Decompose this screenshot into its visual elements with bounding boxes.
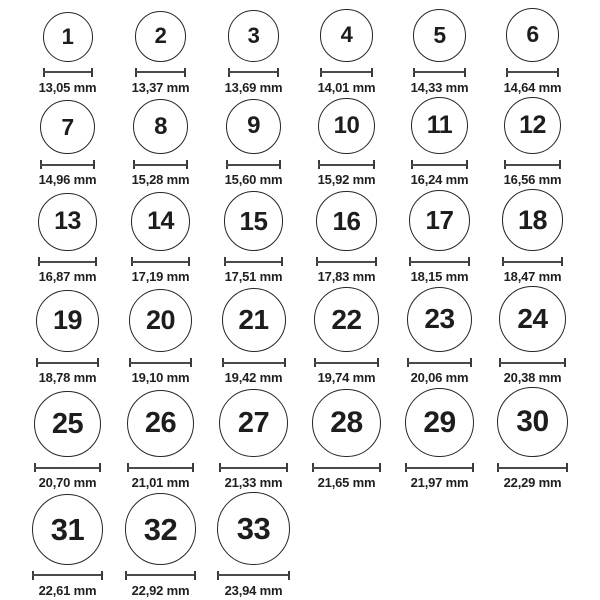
- ring-size-number: 11: [426, 111, 453, 140]
- ring-size-cell: [486, 286, 579, 385]
- diameter-label: 22,92 mm: [131, 582, 190, 598]
- measure-line: [40, 164, 94, 166]
- measure-tick-right-icon: [188, 257, 190, 266]
- ring-circle: [312, 389, 381, 458]
- diameter-measure-bracket: [43, 68, 93, 77]
- diameter-label: 13,05 mm: [38, 79, 97, 95]
- diameter-label: 15,60 mm: [224, 172, 283, 188]
- diameter-measure-bracket: [504, 160, 562, 169]
- diameter-label: 21,33 mm: [224, 475, 283, 491]
- diameter-label: 17,83 mm: [317, 269, 376, 285]
- diameter-label: 20,70 mm: [38, 475, 97, 491]
- measure-tick-right-icon: [377, 358, 379, 367]
- measure-tick-right-icon: [470, 358, 472, 367]
- ring-size-number: 15: [239, 206, 268, 237]
- diameter-measure-bracket: [131, 257, 190, 266]
- ring-circle: [411, 97, 468, 154]
- ring-size-number: 31: [50, 511, 85, 547]
- ring-size-number: 29: [423, 405, 456, 439]
- ring-size-number: 30: [516, 405, 549, 439]
- ring-circle: [224, 191, 284, 251]
- ring-size-number: 1: [61, 23, 74, 49]
- ring-size-number: 5: [433, 21, 446, 48]
- diameter-label: 18,15 mm: [410, 269, 469, 285]
- ring-size-cell: [21, 494, 114, 598]
- measure-line: [499, 362, 565, 364]
- measure-tick-right-icon: [184, 68, 186, 77]
- ring-size-cell: [114, 99, 207, 187]
- measure-tick-right-icon: [281, 257, 283, 266]
- measure-line: [127, 467, 195, 469]
- measure-line: [224, 261, 284, 263]
- measure-line: [131, 261, 190, 263]
- diameter-label: 18,47 mm: [503, 269, 562, 285]
- measure-line: [43, 71, 93, 73]
- diameter-measure-bracket: [36, 358, 99, 367]
- ring-size-cell: [393, 287, 486, 385]
- ring-size-number: 28: [330, 406, 363, 440]
- diameter-label: 16,87 mm: [38, 269, 97, 285]
- diameter-label: 23,94 mm: [224, 582, 283, 598]
- measure-line: [34, 467, 101, 469]
- ring-size-cell: [300, 9, 393, 94]
- ring-size-chart: [21, 8, 579, 598]
- measure-tick-right-icon: [97, 358, 99, 367]
- ring-circle: [499, 286, 565, 352]
- ring-size-cell: [21, 290, 114, 386]
- diameter-label: 15,92 mm: [317, 172, 376, 188]
- ring-size-number: 3: [247, 22, 260, 48]
- diameter-label: 17,51 mm: [224, 269, 283, 285]
- ring-circle: [125, 493, 197, 565]
- ring-circle: [320, 9, 372, 61]
- ring-size-number: 6: [526, 21, 539, 48]
- ring-circle: [226, 99, 282, 155]
- measure-tick-right-icon: [186, 160, 188, 169]
- diameter-measure-bracket: [133, 160, 188, 169]
- measure-tick-right-icon: [468, 257, 470, 266]
- ring-circle: [497, 387, 567, 457]
- measure-tick-right-icon: [464, 68, 466, 77]
- ring-circle: [407, 287, 472, 352]
- ring-circle: [409, 190, 470, 251]
- ring-size-number: 7: [61, 113, 74, 140]
- ring-size-number: 22: [331, 303, 362, 335]
- ring-size-cell: [486, 387, 579, 490]
- diameter-label: 21,01 mm: [131, 475, 190, 491]
- ring-size-number: 2: [154, 23, 167, 49]
- ring-size-number: 19: [52, 305, 83, 336]
- diameter-label: 19,10 mm: [131, 370, 190, 386]
- measure-tick-right-icon: [194, 571, 196, 580]
- ring-size-cell: [207, 492, 300, 597]
- measure-tick-right-icon: [286, 463, 288, 472]
- diameter-label: 22,29 mm: [503, 475, 562, 491]
- measure-line: [219, 467, 287, 469]
- ring-size-number: 27: [237, 406, 270, 439]
- measure-line: [497, 467, 567, 469]
- diameter-measure-bracket: [318, 160, 374, 169]
- diameter-measure-bracket: [127, 463, 195, 472]
- diameter-label: 13,69 mm: [224, 79, 283, 95]
- diameter-measure-bracket: [219, 463, 287, 472]
- ring-size-cell: [207, 10, 300, 94]
- ring-size-cell: [114, 390, 207, 491]
- ring-size-number: 4: [340, 22, 353, 48]
- measure-line: [502, 261, 564, 263]
- ring-size-cell: [300, 287, 393, 385]
- diameter-label: 15,28 mm: [131, 172, 190, 188]
- ring-size-cell: [207, 191, 300, 284]
- measure-tick-right-icon: [557, 68, 559, 77]
- ring-size-number: 9: [247, 112, 260, 140]
- measure-tick-right-icon: [190, 358, 192, 367]
- measure-line: [318, 164, 374, 166]
- diameter-measure-bracket: [314, 358, 379, 367]
- ring-circle: [217, 492, 289, 564]
- diameter-label: 21,65 mm: [317, 475, 376, 491]
- ring-size-cell: [393, 9, 486, 95]
- measure-line: [222, 362, 286, 364]
- ring-size-number: 24: [517, 303, 548, 335]
- ring-circle: [38, 193, 96, 251]
- measure-line: [405, 467, 475, 469]
- diameter-label: 16,24 mm: [410, 172, 469, 188]
- ring-size-cell: [21, 193, 114, 284]
- ring-size-number: 26: [144, 407, 177, 440]
- diameter-measure-bracket: [135, 68, 186, 77]
- ring-size-number: 10: [333, 112, 360, 140]
- ring-size-cell: [300, 389, 393, 491]
- measure-tick-right-icon: [564, 358, 566, 367]
- ring-circle: [129, 289, 192, 352]
- diameter-label: 20,38 mm: [503, 370, 562, 386]
- ring-size-cell: [114, 289, 207, 385]
- diameter-label: 22,61 mm: [38, 582, 97, 598]
- ring-size-cell: [207, 99, 300, 188]
- ring-circle: [314, 287, 379, 352]
- measure-line: [125, 574, 197, 576]
- ring-size-cell: [393, 190, 486, 284]
- ring-circle: [506, 8, 560, 62]
- measure-line: [409, 261, 470, 263]
- diameter-label: 14,01 mm: [317, 79, 376, 95]
- ring-size-number: 33: [236, 511, 271, 547]
- ring-circle: [127, 390, 195, 458]
- ring-circle: [504, 97, 562, 155]
- ring-size-number: 12: [519, 110, 546, 139]
- measure-tick-right-icon: [288, 571, 290, 580]
- measure-line: [226, 164, 282, 166]
- ring-circle: [131, 192, 190, 251]
- ring-size-cell: [21, 391, 114, 491]
- measure-line: [316, 261, 377, 263]
- ring-size-cell: [21, 100, 114, 187]
- measure-line: [38, 261, 96, 263]
- measure-tick-right-icon: [566, 463, 568, 472]
- ring-circle: [316, 191, 377, 252]
- diameter-label: 21,97 mm: [410, 475, 469, 491]
- diameter-measure-bracket: [497, 463, 567, 472]
- ring-size-cell: [486, 97, 579, 188]
- ring-circle: [502, 189, 564, 251]
- ring-size-number: 17: [425, 205, 454, 236]
- ring-size-row: [21, 387, 579, 490]
- measure-line: [314, 362, 379, 364]
- ring-size-cell: [393, 388, 486, 491]
- ring-size-row: [21, 492, 579, 597]
- ring-size-cell: [486, 189, 579, 284]
- diameter-label: 14,33 mm: [410, 79, 469, 95]
- measure-tick-right-icon: [472, 463, 474, 472]
- diameter-measure-bracket: [34, 463, 101, 472]
- ring-size-cell: [21, 12, 114, 95]
- ring-size-cell: [486, 8, 579, 95]
- ring-size-cell: [300, 191, 393, 285]
- measure-tick-right-icon: [373, 160, 375, 169]
- measure-line: [36, 362, 99, 364]
- measure-line: [411, 164, 468, 166]
- diameter-measure-bracket: [506, 68, 560, 77]
- diameter-label: 18,78 mm: [38, 370, 97, 386]
- ring-size-cell: [300, 98, 393, 187]
- ring-circle: [133, 99, 188, 154]
- ring-circle: [36, 290, 99, 353]
- ring-size-number: 20: [145, 305, 176, 336]
- ring-circle: [405, 388, 475, 458]
- diameter-measure-bracket: [499, 358, 565, 367]
- ring-circle: [413, 9, 466, 62]
- measure-line: [320, 71, 372, 73]
- measure-tick-right-icon: [379, 463, 381, 472]
- ring-size-number: 8: [154, 112, 167, 140]
- measure-line: [312, 467, 381, 469]
- diameter-label: 20,06 mm: [410, 370, 469, 386]
- ring-circle: [318, 98, 374, 154]
- ring-circle: [34, 391, 101, 458]
- ring-size-number: 16: [332, 205, 361, 236]
- measure-tick-right-icon: [375, 257, 377, 266]
- measure-line: [135, 71, 186, 73]
- measure-tick-right-icon: [279, 160, 281, 169]
- diameter-label: 17,19 mm: [131, 269, 190, 285]
- ring-size-cell: [207, 389, 300, 490]
- measure-line: [217, 574, 289, 576]
- ring-size-cell: [393, 97, 486, 187]
- ring-circle: [43, 12, 93, 62]
- ring-circle: [228, 10, 279, 61]
- ring-size-cell: [114, 11, 207, 95]
- ring-size-cell: [207, 288, 300, 385]
- diameter-measure-bracket: [40, 160, 94, 169]
- diameter-measure-bracket: [405, 463, 475, 472]
- ring-size-number: 18: [517, 204, 548, 235]
- ring-size-number: 23: [424, 303, 455, 335]
- measure-line: [506, 71, 560, 73]
- diameter-measure-bracket: [409, 257, 470, 266]
- measure-line: [413, 71, 466, 73]
- ring-size-number: 14: [147, 207, 174, 236]
- measure-tick-right-icon: [101, 571, 103, 580]
- measure-line: [129, 362, 192, 364]
- diameter-measure-bracket: [224, 257, 284, 266]
- measure-tick-right-icon: [371, 68, 373, 77]
- diameter-measure-bracket: [226, 160, 282, 169]
- measure-tick-right-icon: [277, 68, 279, 77]
- diameter-measure-bracket: [502, 257, 564, 266]
- measure-tick-right-icon: [466, 160, 468, 169]
- ring-size-number: 25: [51, 407, 84, 440]
- ring-size-number: 13: [54, 207, 81, 236]
- measure-line: [228, 71, 279, 73]
- ring-size-row: [21, 286, 579, 385]
- diameter-measure-bracket: [316, 257, 377, 266]
- diameter-measure-bracket: [222, 358, 286, 367]
- diameter-measure-bracket: [411, 160, 468, 169]
- measure-tick-right-icon: [95, 257, 97, 266]
- measure-tick-right-icon: [192, 463, 194, 472]
- measure-tick-right-icon: [284, 358, 286, 367]
- ring-circle: [135, 11, 186, 62]
- ring-size-cell: [114, 493, 207, 598]
- ring-size-row: [21, 8, 579, 95]
- measure-line: [504, 164, 562, 166]
- measure-line: [133, 164, 188, 166]
- diameter-measure-bracket: [129, 358, 192, 367]
- diameter-measure-bracket: [413, 68, 466, 77]
- diameter-measure-bracket: [320, 68, 372, 77]
- measure-tick-right-icon: [93, 160, 95, 169]
- diameter-measure-bracket: [125, 571, 197, 580]
- diameter-measure-bracket: [217, 571, 289, 580]
- diameter-label: 14,64 mm: [503, 79, 562, 95]
- measure-line: [407, 362, 472, 364]
- diameter-measure-bracket: [38, 257, 96, 266]
- diameter-measure-bracket: [407, 358, 472, 367]
- ring-circle: [219, 389, 287, 457]
- ring-circle: [222, 288, 286, 352]
- measure-tick-right-icon: [561, 257, 563, 266]
- ring-size-row: [21, 97, 579, 188]
- ring-size-cell: [114, 192, 207, 284]
- diameter-label: 19,74 mm: [317, 370, 376, 386]
- diameter-label: 14,96 mm: [38, 172, 97, 188]
- measure-tick-right-icon: [99, 463, 101, 472]
- ring-size-row: [21, 189, 579, 284]
- ring-circle: [40, 100, 94, 154]
- ring-size-number: 32: [143, 511, 178, 547]
- measure-tick-right-icon: [559, 160, 561, 169]
- diameter-measure-bracket: [228, 68, 279, 77]
- measure-tick-right-icon: [91, 68, 93, 77]
- diameter-label: 19,42 mm: [224, 370, 283, 386]
- diameter-label: 16,56 mm: [503, 172, 562, 188]
- diameter-measure-bracket: [32, 571, 103, 580]
- ring-size-number: 21: [238, 304, 269, 336]
- diameter-label: 13,37 mm: [131, 79, 190, 95]
- ring-circle: [32, 494, 103, 565]
- diameter-measure-bracket: [312, 463, 381, 472]
- measure-line: [32, 574, 103, 576]
